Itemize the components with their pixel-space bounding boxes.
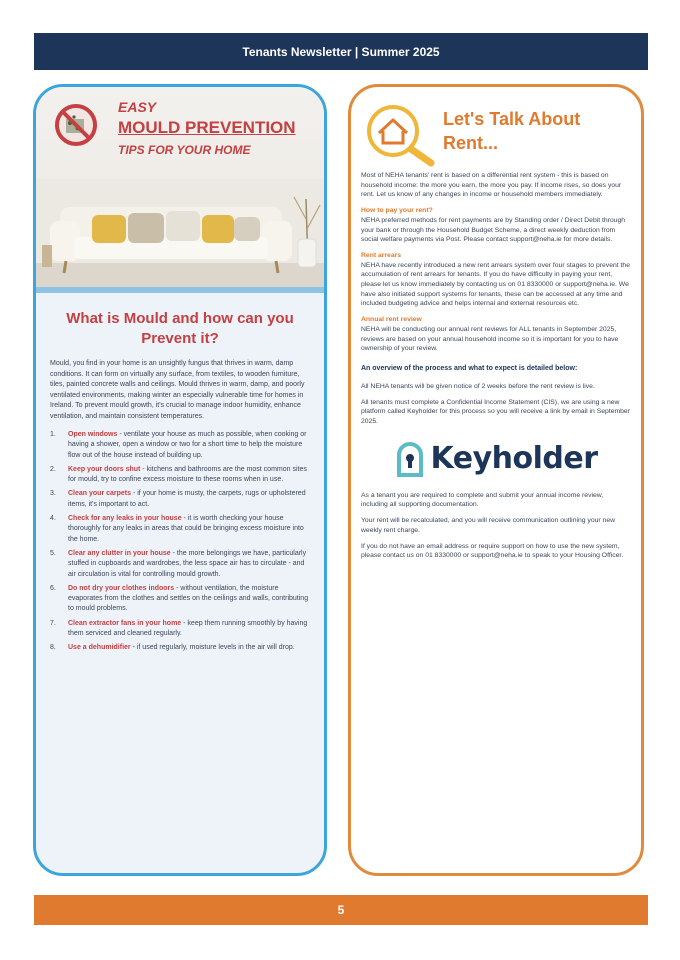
sofa-image: [36, 179, 324, 287]
mould-banner: [36, 87, 324, 287]
subheading-arrears: Rent arrears: [361, 251, 402, 259]
blue-divider: [36, 287, 324, 293]
list-item: 2. Keep your doors shut - kitchens and bathrooms are the most common sites for mould, try to confine excess moisture to these rooms when in use.: [50, 465, 307, 484]
annual-review-text: NEHA will be conducting our annual rent reviews for ALL tenants in September 2025, reviews are based on your annual household income so it is important for you to have ownership of your review.: [361, 325, 619, 353]
subheading-pay-rent: How to pay your rent?: [361, 207, 433, 215]
list-item: 3. Clean your carpets - if your home is musty, the carpets, rugs or upholstered items, it's important to act.: [50, 490, 306, 508]
banner-tips: TIPS FOR YOUR HOME: [118, 143, 251, 157]
cis-text: All tenants must complete a Confidential Income Statement (CIS), we are using a new platform called Keyholder for this process so you will receive a link by email in September 2025.: [361, 398, 630, 426]
page-footer: [34, 895, 648, 925]
house-magnifier-icon: [361, 101, 439, 167]
rent-intro: Most of NEHA tenants' rent is based on a differential rent system - this is based on household income: the more you earn, the more you pay. If income rises, so does your rent. Let us know of any changes in income or household members immediately.: [361, 172, 622, 199]
pay-rent-text: NEHA preferred methods for rent payments are by Standing order / Direct Debit through your bank or through the Household Budget Scheme, a direct weekly deduction from social welfare payments via Post. Please contact support@neha.ie for more details.: [361, 216, 626, 244]
no-mould-icon: [54, 103, 98, 147]
list-item: 6. Do not dry your clothes indoors - without ventilation, the moisture evaporates from the clothes and settles on the ceilings and walls, contributing to mould problems.: [50, 584, 309, 613]
keyholder-key-icon: [395, 441, 425, 477]
banner-easy: EASY: [118, 99, 157, 115]
mould-prevention-panel: [33, 84, 327, 876]
overview-heading: An overview of the process and what to expect is detailed below:: [361, 364, 578, 372]
list-item: 5. Clear any clutter in your house - the more belongings we have, particularly stuffed in cupboards and wardrobes, the less space air has to circulate - and air circulation is vital for controlling mould growth.: [50, 549, 307, 578]
mould-section-title: What is Mould and how can you Prevent it?: [66, 310, 294, 347]
page-number: 5: [337, 903, 345, 917]
banner-mould-prevention: MOULD PREVENTION: [118, 118, 296, 137]
list-item: 8. Use a dehumidifier - if used regularly, moisture levels in the air will drop.: [50, 644, 295, 652]
keyholder-logo: [361, 441, 631, 477]
list-item: 7. Clean extractor fans in your home - keep them running smoothly by having them serviced and cleaned regularly.: [50, 619, 308, 638]
rent-body: [361, 171, 631, 561]
subheading-annual-review: Annual rent review: [361, 316, 422, 324]
rent-panel: [348, 84, 644, 876]
keyholder-wordmark: Keyholder: [430, 440, 598, 476]
notice-text: All NEHA tenants will be given notice of 2 weeks before the rent review is live.: [361, 382, 595, 390]
mould-intro: Mould, you find in your home is an unsightly fungus that thrives in warm, damp conditions. It can form on virtually any surface, from textiles, to wooden furniture, tiles, painted concrete walls and ceilings. Mould thrives in warm, damp, and poorly ventilated environments, making winter an especially vulnerable time for homes in Ireland. To prevent mould growth, it's crucial to manage indoor humidity, enhance ventilation, and maintain consistent temperatures.: [50, 360, 305, 420]
newsletter-header: [34, 33, 648, 70]
support-text: If you do not have an email address or require support on how to use the new system, please contact us on 01 8330000 or support@neha.ie to speak to your Housing Officer.: [361, 542, 624, 560]
complete-text: As a tenant you are required to complete and submit your annual income review, including all supporting documentation.: [361, 491, 604, 509]
mould-tips-list: [50, 430, 310, 654]
rent-title: Let's Talk About Rent...: [443, 109, 581, 153]
arrears-text: NEHA have recently introduced a new rent arrears system over four stages to prevent the accumulation of rent arrears for tenants. If you do have difficulty in paying your rent, please let us know immediately by contacting us on 01 8330000 or support@neha.ie. We have also initiated support systems for tenants, these can be accessed at any time and included budgeting advice and helps internal and external resources etc.: [361, 261, 630, 308]
header-title: Tenants Newsletter | Summer 2025: [242, 44, 440, 59]
rent-header: [351, 87, 641, 171]
list-item: 4. Check for any leaks in your house - it is worth checking your house thoroughly for any leaks in areas that could be bringing excess moisture into the home.: [50, 515, 304, 543]
list-item: 1. Open windows - ventilate your house as much as possible, when cooking or having a shower, open a window or two for a short time to help the moisture flow out of the house instead of building up.: [50, 431, 307, 459]
recalc-text: Your rent will be recalculated, and you will receive communication outlining your new weekly rent charge.: [361, 517, 616, 534]
